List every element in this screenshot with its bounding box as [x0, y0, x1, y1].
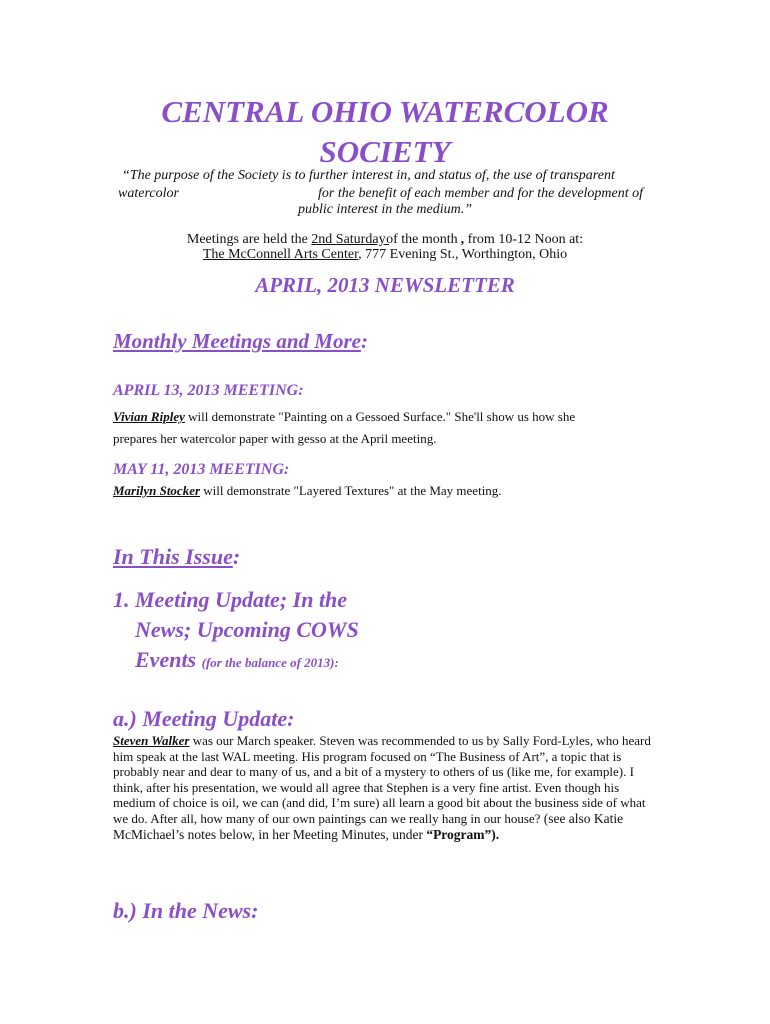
purpose-line2a: watercolor [118, 186, 179, 201]
april-meeting-line1 [113, 409, 575, 425]
meetings-comma: , [460, 232, 465, 247]
purpose-line3: public interest in the medium.” [297, 202, 473, 217]
april-speaker-name: Vivian Ripley [113, 409, 185, 424]
in-this-issue-heading [113, 542, 240, 572]
society-title-line1: CENTRAL OHIO WATERCOLOR [161, 94, 609, 129]
meeting-update-tail: (see also Katie McMichael’s notes below, in her Meeting Minutes, under [113, 810, 624, 842]
meeting-update-paragraph [113, 733, 658, 842]
meetings-suffix: from 10-12 Noon at: [464, 232, 584, 247]
issue-item1-line3 [113, 645, 339, 678]
issue-heading-text: In This Issue [113, 544, 233, 569]
issue-item1-events: Events [135, 647, 202, 672]
april-meeting-line2: prepares her watercolor paper with gesso at the April meeting. [113, 431, 437, 446]
meeting-update-heading: a.) Meeting Update: [113, 706, 295, 731]
may-meeting-heading: MAY 11, 2013 MEETING: [113, 461, 290, 478]
issue-heading-colon: : [232, 544, 241, 569]
venue-address: , 777 Evening St., Worthington, Ohio [358, 247, 568, 262]
monthly-heading-colon: : [360, 329, 368, 353]
march-speaker-name: Steven Walker [113, 733, 190, 748]
in-the-news-heading: b.) In the News: [113, 898, 259, 923]
purpose-line2b: for the benefit of each member and for the development of [318, 186, 644, 201]
meeting-update-text: was our March speaker. Steven was recommended to us by Sally Ford-Lyles, who heard him speak at the last WAL meeting. His program focused on “The Business of Art”, a topic that is probably near and dear to many of us, and a bit of a mystery to others of us (like me, for example). I think, after his presentation, we would all agree that Stephen is a very fine artist. Even though his medium of choice is oil, we can (and did, I’m sure) all learn a good bit about the business side of what we do. After all, how many of our own paintings can we really hang in our house? [113, 733, 651, 826]
issue-item1-note: (for the balance of 2013): [201, 655, 339, 670]
program-label: “Program”). [426, 826, 500, 842]
society-title-line2: SOCIETY [319, 134, 451, 169]
meetings-day: 2nd Saturday [311, 232, 390, 247]
april-meeting-heading: APRIL 13, 2013 MEETING: [113, 382, 304, 399]
monthly-heading-text: Monthly Meetings and More [113, 329, 361, 353]
monthly-meetings-heading [113, 330, 368, 353]
purpose-line1: “The purpose of the Society is to further interest in, and status of, the use of transparent [122, 168, 615, 183]
may-meeting-line [113, 483, 502, 499]
meetings-prefix: Meetings are held the [186, 232, 312, 247]
meeting-venue [0, 246, 770, 263]
may-speaker-name: Marilyn Stocker [113, 483, 201, 498]
may-text: will demonstrate "Layered Textures" at the May meeting. [200, 483, 502, 498]
newsletter-title: APRIL, 2013 NEWSLETTER [255, 273, 515, 297]
venue-name: The McConnell Arts Center [202, 247, 359, 262]
issue-item1-line1: 1. Meeting Update; In the [113, 587, 348, 612]
issue-item1-line2: News; Upcoming COWS [135, 617, 359, 642]
april-text-line1: will demonstrate "Painting on a Gessoed Surface." She'll show us how she [184, 409, 576, 424]
meeting-schedule: Meetings are held the 2nd Saturday of the month , from 10-12 Noon at: [186, 232, 584, 247]
